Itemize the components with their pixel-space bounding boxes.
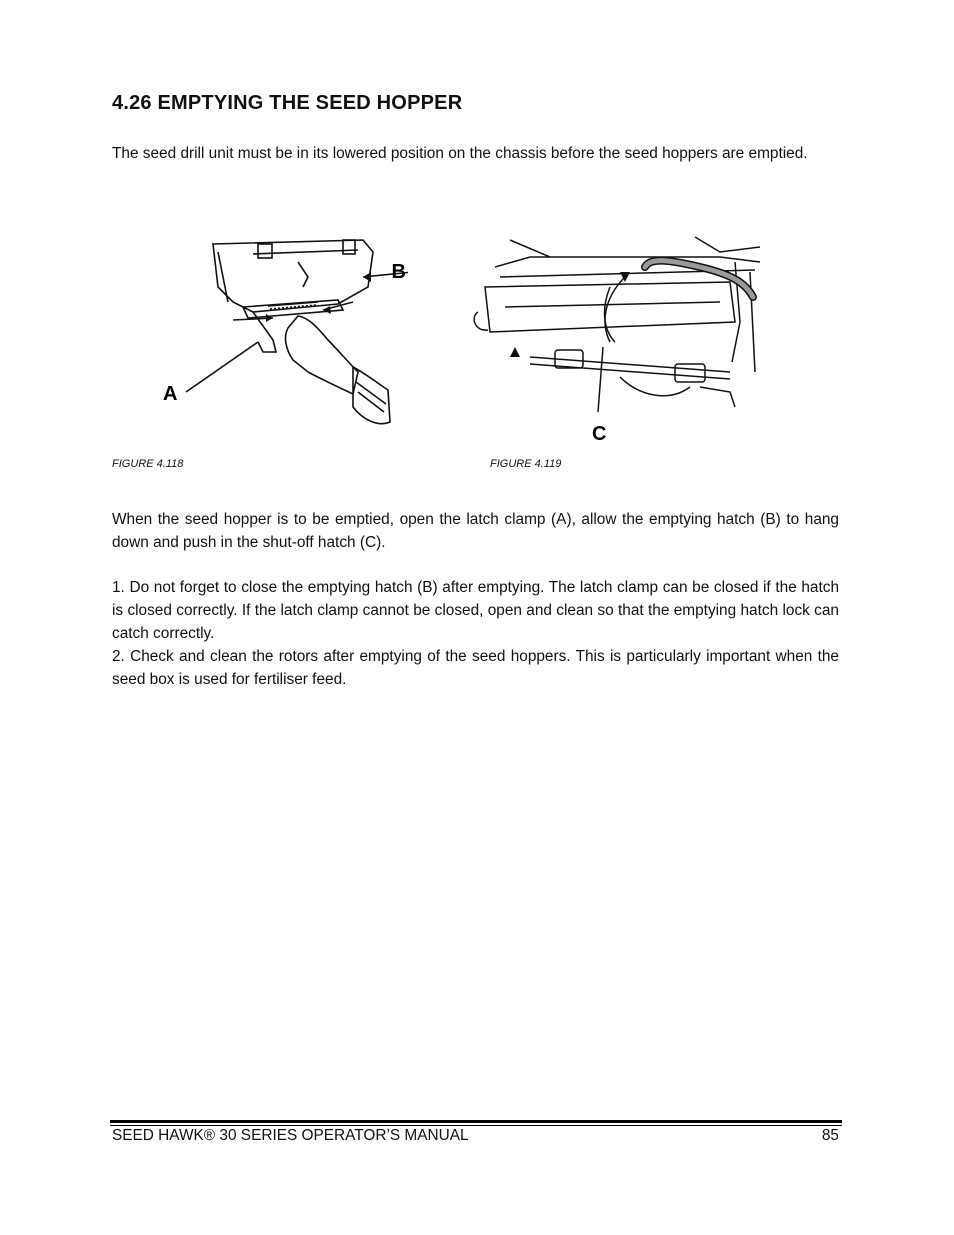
figure-4-118-caption: FIGURE 4.118 [112,458,184,470]
step-1-paragraph: 1. Do not forget to close the emptying hatch (B) after emptying. The latch clamp can be closed if the hatch is closed correctly. If the latch clamp cannot be closed, open and clean so that the emptying hatch lock can catch correctly. [112,579,839,642]
footer-rule-thick [110,1120,842,1123]
section-heading: 4.26 EMPTYING THE SEED HOPPER [112,92,463,114]
footer-rule-thin [110,1125,842,1126]
callout-b: B [391,261,406,283]
figure-4-118-illustration [158,232,408,442]
figure-4-119-caption: FIGURE 4.119 [490,458,562,470]
instruction-paragraph: When the seed hopper is to be emptied, open the latch clamp (A), allow the emptying hatch (B) to hang down and push in the shut-off hatch (C). [112,511,839,551]
footer-page-number: 85 [821,1127,839,1144]
callout-a: A [163,383,178,405]
intro-paragraph: The seed drill unit must be in its lowered position on the chassis before the seed hoppers are emptied. [112,145,808,162]
callout-c: C [592,423,607,442]
step-2-paragraph: 2. Check and clean the rotors after emptying of the seed hoppers. This is particularly important when the seed box is used for fertiliser feed. [112,648,839,688]
footer-manual-title: SEED HAWK® 30 SERIES OPERATOR’S MANUAL [112,1127,469,1144]
figure-4-119-illustration [470,232,770,442]
